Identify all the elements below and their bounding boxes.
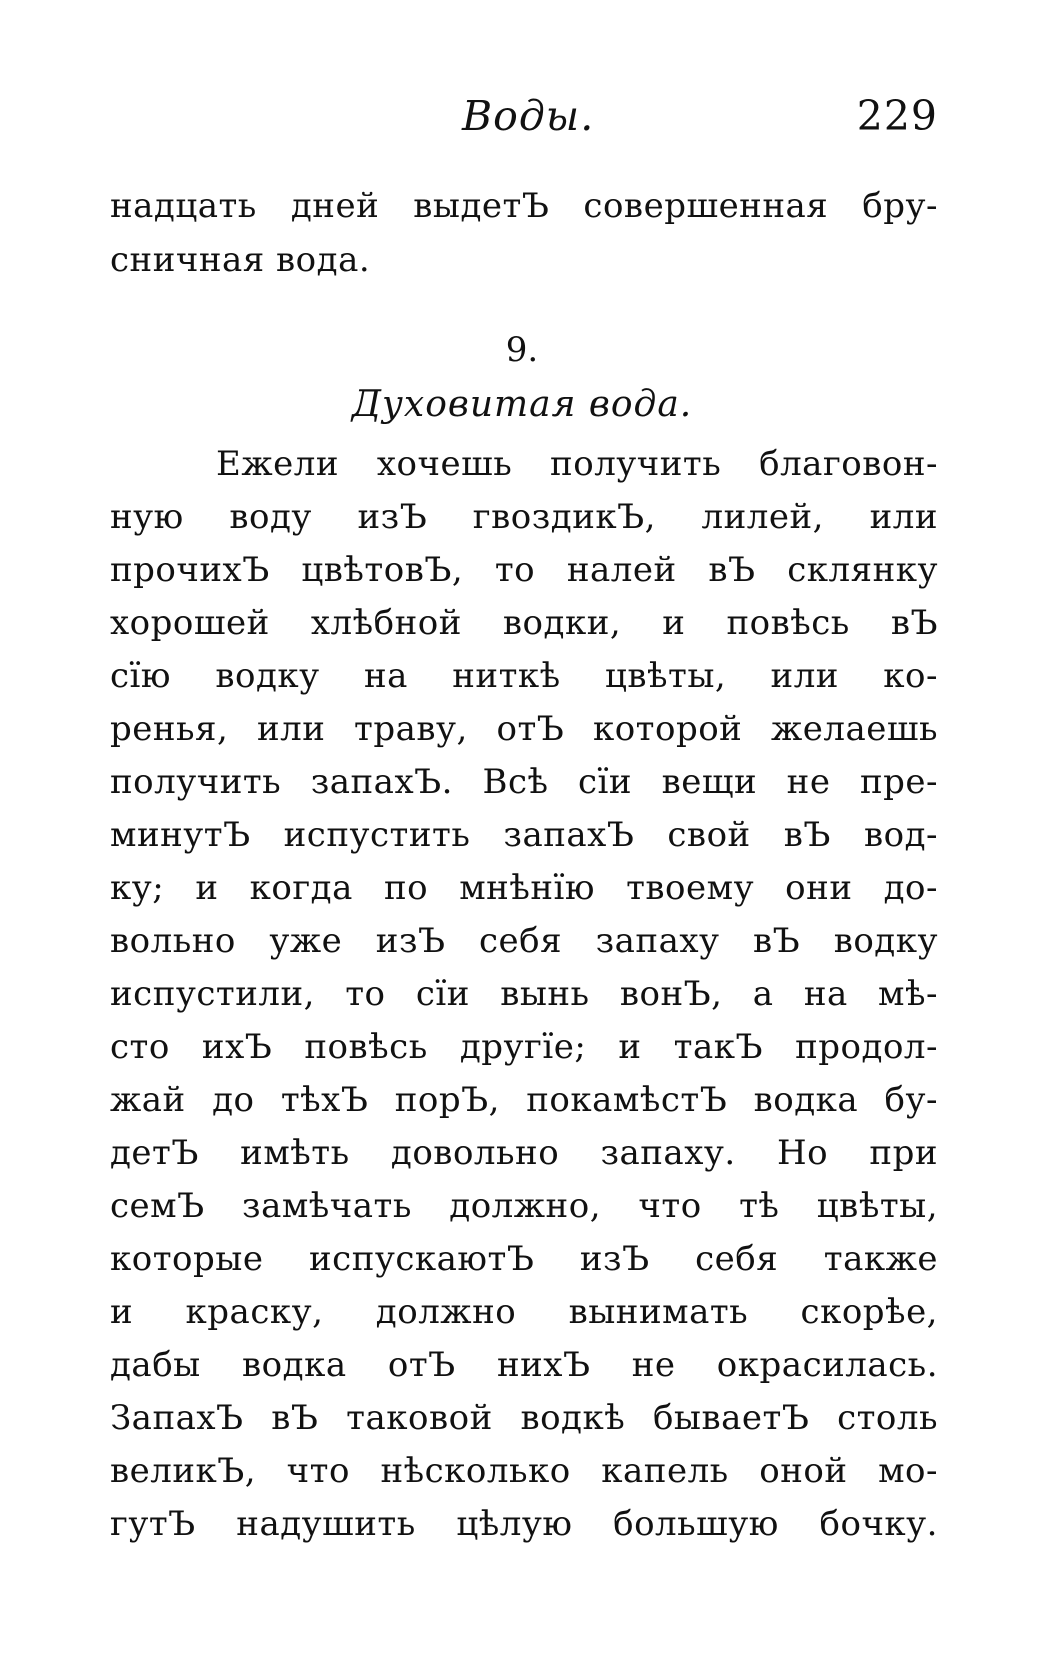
text-line: прочихЪ цвѣтовЪ, то налей вЪ склянку	[110, 550, 938, 590]
text-line: детЪ имѣть довольно запаху. Но при	[110, 1133, 938, 1173]
running-head	[110, 92, 938, 152]
text-line: дабы водка отЪ нихЪ не окрасилась.	[110, 1345, 938, 1385]
text-line: ренья, или траву, отЪ которой желаешь	[110, 709, 938, 749]
text-line: которые испускаютЪ изЪ себя также	[110, 1239, 938, 1279]
text-line: испустили, то сїи вынь вонЪ, а на мѣ-	[110, 974, 938, 1014]
text-line: надцать дней выдетЪ совершенная бру-	[110, 186, 938, 226]
text-line: ку; и когда по мнѣнїю твоему они до-	[110, 868, 938, 908]
text-line: получить запахЪ. Всѣ сїи вещи не пре-	[110, 762, 938, 802]
text-line: хорошей хлѣбной водки, и повѣсь вЪ	[110, 603, 938, 643]
section-title: Духовитая вода.	[351, 384, 693, 425]
text-line: вольно уже изЪ себя запаху вЪ водку	[110, 921, 938, 961]
text-line: минутЪ испустить запахЪ свой вЪ вод-	[110, 815, 938, 855]
text-line: сто ихЪ повѣсь другїе; и такЪ продол-	[110, 1027, 938, 1067]
text-line: и краску, должно вынимать скорѣе,	[110, 1292, 938, 1332]
text-line: гутЪ надушить цѣлую большую бочку.	[110, 1504, 938, 1544]
section-number: 9.	[505, 330, 539, 370]
text-line: великЪ, что нѣсколько капель оной мо-	[110, 1451, 938, 1491]
text-line: сничная вода.	[110, 240, 371, 280]
page-number: 229	[856, 92, 938, 140]
text-line: ЗапахЪ вЪ таковой водкѣ бываетЪ столь	[110, 1398, 938, 1438]
text-line: семЪ замѣчать должно, что тѣ цвѣты,	[110, 1186, 938, 1226]
text-line: Ежели хочешь получить благовон-	[216, 444, 938, 484]
text-line: жай до тѣхЪ порЪ, покамѣстЪ водка бу-	[110, 1080, 938, 1120]
text-line: сїю водку на ниткѣ цвѣты, или ко-	[110, 656, 938, 696]
running-title: Воды.	[462, 92, 595, 140]
text-line: ную воду изЪ гвоздикЪ, лилей, или	[110, 497, 938, 537]
